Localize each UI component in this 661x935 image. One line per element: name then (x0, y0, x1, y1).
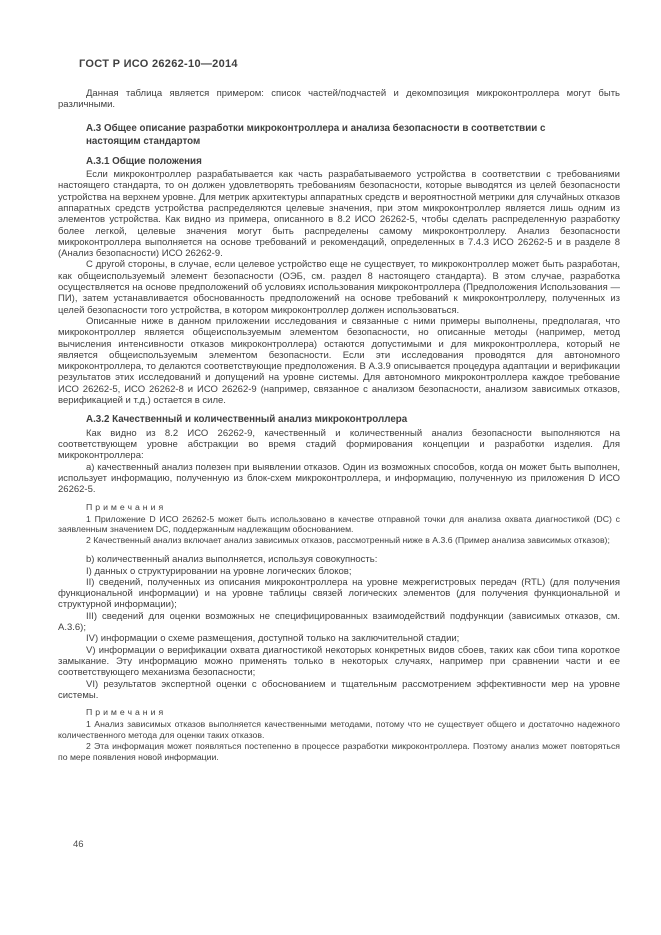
list-item-roman-1: I) данных о структурировании на уровне логических блоков; (86, 565, 352, 577)
note-item: 2 Эта информация может появляться постепенно в процессе разработки микроконтроллера. Поэтому анализ может повторяться по мере появления новой информации. (58, 740, 620, 762)
list-item-a: а) качественный анализ полезен при выявлении отказов. Один из возможных способов, когда он может быть выполнен, использует информацию, полученную из блок-схем микроконтроллера, и информацию, полученную из приложения D ИСО 26262-5. (58, 461, 620, 496)
list-item-roman-4: IV) информации о схеме размещения, доступной только на заключительной стадии; (86, 633, 460, 645)
notes-block-1 (58, 502, 620, 547)
notes-block-2 (58, 707, 620, 763)
page-body (58, 88, 620, 771)
list-item-b: b) количественный анализ выполняется, используя совокупность: (86, 554, 378, 566)
intro-paragraph: Данная таблица является примером: список частей/подчастей и декомпозиция микроконтроллера могут быть различными. (58, 88, 620, 111)
paragraph-a31-3: Описанные ниже в данном приложении исследования и связанные с ними примеры выполнены, предполагая, что микроконтроллер является общеиспользуемым элементом безопасности, но описанные методы (например, метод вычисления интенсивности отказов микроконтроллера) остаются допустимыми и для микроконтроллера, который не является общеиспользуемым элементом безопасности. Если эти исследования проводятся для автономного микроконтроллера, то делаются соответствующие предположения. В А.3.9 описывается процедура адаптации и верификации результатов этих исследований и допущений на уровне системы. Для автономного микроконтроллера каждое требование ИСО 26262-5, ИСО 26262-8 и ИСО 26262-9 (например, связанное с анализом безопасности, анализом зависимых отказов, верификацией и т.д.) остается в силе. (58, 315, 620, 407)
paragraph-a31-2: С другой стороны, в случае, если целевое устройство еще не существует, то микроконтроллер может быть разработан, как общеиспользуемый элемент безопасности (ОЭБ, см. раздел 8 настоящего стандарта). В этом случае, разработка осуществляется на основе предположений об условиях использования микроконтроллера (Предположения Использования — ПИ), затем устанавливается обоснованность предположений на основе требований к микроконтроллеру, полученных из целей безопасности того устройства, в котором микроконтроллер должен использоваться. (58, 259, 620, 316)
section-heading-a3-2: А.3.2 Качественный и количественный анализ микроконтроллера (86, 414, 408, 426)
running-header: ГОСТ Р ИСО 26262-10—2014 (79, 58, 238, 70)
notes-title: Примечания (86, 707, 167, 718)
section-heading-a3: А.3 Общее описание разработки микроконтроллера и анализа безопасности в соответствии с настоящим стандартом (86, 122, 546, 147)
paragraph-a32-intro: Как видно из 8.2 ИСО 26262-9, качественный и количественный анализ безопасности выполняются на соответствующем уровне абстракции во время стадий формирования концепции и разработки изделия. Для микроконтроллера: (58, 427, 620, 462)
page-number: 46 (73, 839, 84, 850)
note-item: 1 Приложение D ИСО 26262-5 может быть использовано в качестве отправной точки для анализа охвата диагностикой (DC) с заявленным значением DC, поддержанным надлежащим обоснованием. (58, 513, 620, 535)
notes-title: Примечания (86, 501, 167, 512)
paragraph-a31-1: Если микроконтроллер разрабатывается как часть разрабатываемого устройства в соответствии с требованиями настоящего стандарта, то он должен удовлетворять требованиям безопасности, которые выводятся из целей безопасности устройства на верхнем уровне. Для метрик архитектуры аппаратных средств и вероятностной метрики для случайных отказов аппаратных средств устройства распределяются целевые значения, при этом микроконтроллер является лишь одним из элементов устройства. Как видно из примера, описанного в 8.2 ИСО 26262-5, чтобы сделать распределенную разработку более легкой, целевые значения могут быть распределены самому микроконтроллеру. Анализ безопасности микроконтроллера выполняется на основе требований и рекомендаций, определенных в 7.4.3 ИСО 26262-5 и в разделе 8 (Анализ безопасности) ИСО 26262-9. (58, 169, 620, 260)
note-item: 1 Анализ зависимых отказов выполняется качественными методами, потому что не существует общего и достаточно надежного количественного метода для оценки таких отказов. (58, 719, 620, 740)
list-item-roman-3: III) сведений для оценки возможных не специфицированных взаимодействий подфункции (зависимых отказов, см. А.3.6); (58, 610, 620, 634)
section-heading-a3-1: А.3.1 Общие положения (86, 155, 202, 167)
list-item-roman-6: VI) результатов экспертной оценки с обоснованием и тщательным рассмотрением эффективности мер на уровне системы. (58, 678, 620, 701)
note-item: 2 Качественный анализ включает анализ зависимых отказов, рассмотренный ниже в А.3.6 (Пример анализа зависимых отказов); (86, 535, 610, 546)
list-item-roman-2: II) сведений, полученных из описания микроконтроллера на уровне межрегистровых передач (RTL) (для получения функциональной информации) и на уровне таблицы связей логических элементов (для получения функциональной и структурной информации); (58, 576, 620, 611)
list-item-roman-5: V) информации о верификации охвата диагностикой некоторых конкретных видов сбоев, таких как сбои типа короткое замыкание. Эту информацию можно применять только в некоторых случаях, например при сравнении части и ее соответствующего механизма безопасности; (58, 644, 620, 679)
